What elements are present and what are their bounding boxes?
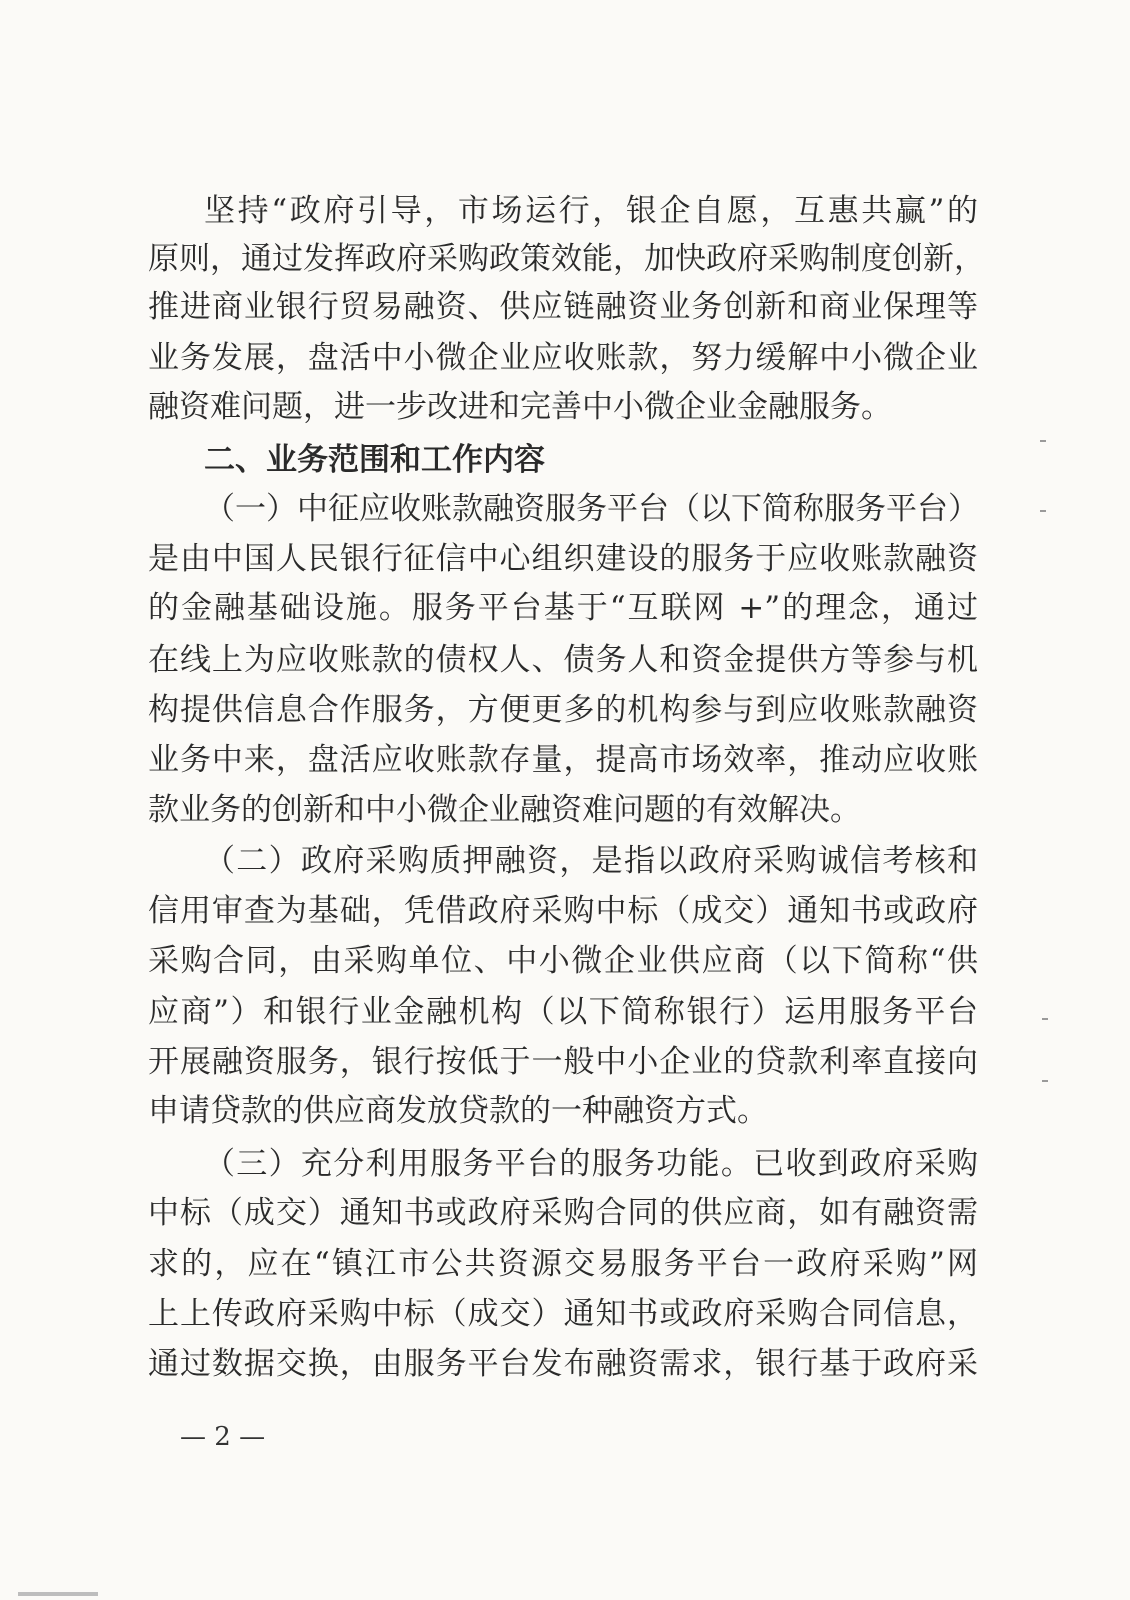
scan-mark (1040, 440, 1046, 442)
text-line: （二）政府采购质押融资，是指以政府采购诚信考核和 (204, 843, 978, 879)
scan-mark (1042, 1018, 1048, 1020)
text-line: 应商”）和银行业金融机构（以下简称银行）运用服务平台 (148, 994, 978, 1030)
text-line: 通过数据交换，由服务平台发布融资需求，银行基于政府采 (148, 1346, 978, 1382)
text-line: 业务中来，盘活应收账款存量，提高市场效率，推动应收账 (148, 742, 978, 778)
text-line: 业务发展，盘活中小微企业应收账款，努力缓解中小微企业 (148, 340, 978, 376)
text-line: 构提供信息合作服务，方便更多的机构参与到应收账款融资 (148, 692, 978, 728)
text-line: 上上传政府采购中标（成交）通知书或政府采购合同信息， (148, 1296, 978, 1332)
text-line: 信用审查为基础，凭借政府采购中标（成交）通知书或政府 (148, 893, 978, 929)
text-line: 中标（成交）通知书或政府采购合同的供应商，如有融资需 (148, 1195, 978, 1231)
text-line: 开展融资服务，银行按低于一般中小企业的贷款利率直接向 (148, 1044, 978, 1080)
text-line: （一）中征应收账款融资服务平台（以下简称服务平台） (204, 491, 979, 527)
text-line: 融资难问题，进一步改进和完善中小微企业金融服务。 (148, 389, 892, 425)
text-line: 申请贷款的供应商发放贷款的一种融资方式。 (148, 1093, 768, 1129)
text-line: 的金融基础设施。服务平台基于“互联网 +”的理念，通过 (148, 590, 978, 626)
scan-mark (1042, 1080, 1048, 1082)
text-line: 推进商业银行贸易融资、供应链融资业务创新和商业保理等 (148, 289, 978, 325)
scan-edge (18, 1592, 98, 1596)
text-line: 在线上为应收账款的债权人、债务人和资金提供方等参与机 (148, 642, 978, 678)
page-number: — 2 — (180, 1422, 266, 1452)
section-heading: 二、业务范围和工作内容 (204, 442, 545, 478)
text-line: 采购合同，由采购单位、中小微企业供应商（以下简称“供 (148, 943, 978, 979)
text-line: 坚持“政府引导，市场运行，银企自愿，互惠共赢”的 (204, 193, 978, 229)
scan-mark (1040, 510, 1046, 512)
text-line: 是由中国人民银行征信中心组织建设的服务于应收账款融资 (148, 541, 978, 577)
text-line: 原则，通过发挥政府采购政策效能，加快政府采购制度创新， (148, 241, 985, 277)
text-line: 款业务的创新和中小微企业融资难问题的有效解决。 (148, 792, 861, 828)
text-line: 求的，应在“镇江市公共资源交易服务平台一政府采购”网 (148, 1246, 978, 1282)
text-line: （三）充分利用服务平台的服务功能。已收到政府采购 (204, 1146, 978, 1182)
